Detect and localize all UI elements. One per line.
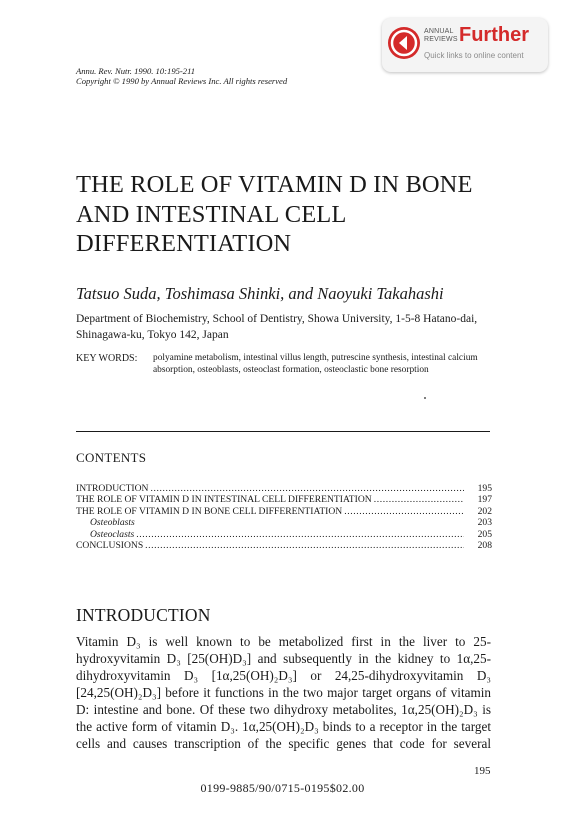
toc-leader — [344, 506, 464, 517]
toc-entry-label: Osteoclasts — [90, 528, 135, 540]
toc-entry[interactable] — [76, 540, 492, 551]
paragraph-line: Vitamin D₃ is well known to be metabolized first in the liver to 25- — [76, 634, 491, 649]
toc-leader — [145, 540, 464, 551]
paragraph-line: [24,25(OH)₂D₃] before it functions in the two major target organs of vitamin — [76, 685, 491, 700]
stray-mark — [424, 397, 426, 399]
paragraph-line: D: intestine and bone. Of these two dihydroxy metabolites, 1α,25(OH)₂D₃ is — [76, 702, 491, 717]
citation-journal: Annu. Rev. Nutr. 1990. 10:195-211 — [76, 66, 196, 76]
paragraph-line: dihydroxyvitamin D₃ [1α,25(OH)₂D₃] or 24,25-dihydroxyvitamin D₃ — [76, 668, 491, 683]
introduction-paragraph — [76, 633, 491, 752]
citation-copyright: Copyright © 1990 by Annual Reviews Inc. All rights reserved — [76, 76, 288, 86]
paragraph-line: hydroxyvitamin D₃ [25(OH)D₃] and subsequently in the kidney to 1α,25- — [76, 651, 491, 666]
paragraph-line: cells and causes transcription of the specific genes that code for several — [76, 736, 491, 751]
table-of-contents — [76, 483, 492, 551]
introduction-heading: INTRODUCTION — [76, 605, 211, 625]
toc-subentry[interactable] — [76, 529, 492, 540]
toc-entry-page: 195 — [477, 483, 492, 494]
toc-leader — [136, 529, 464, 540]
toc-entry-page: 205 — [477, 528, 492, 540]
paragraph-line: the active form of vitamin D₃. 1α,25(OH)₂D₃ binds to a receptor in the target — [76, 719, 491, 734]
toc-entry-label: THE ROLE OF VITAMIN D IN BONE CELL DIFFERENTIATION — [76, 505, 343, 517]
article-title: THE ROLE OF VITAMIN D IN BONE AND INTESTINAL CELL DIFFERENTIATION — [76, 171, 473, 257]
toc-entry-label: Osteoblasts — [90, 517, 135, 529]
toc-entry-page: 203 — [477, 517, 492, 529]
toc-entry-label: THE ROLE OF VITAMIN D IN INTESTINAL CELL DIFFERENTIATION — [76, 494, 372, 506]
article-code: 0199-9885/90/0715-0195$02.00 — [200, 781, 365, 795]
back-arrow-icon — [388, 27, 420, 59]
author-affiliation: Department of Biochemistry, School of Dentistry, Showa University, 1-5-8 Hatano-dai, Shinagawa-ku, Tokyo 142, Japan — [76, 313, 478, 341]
badge-further: Further — [459, 24, 529, 46]
toc-leader — [150, 483, 464, 494]
section-divider — [76, 431, 490, 432]
toc-entry-page: 202 — [477, 505, 492, 517]
badge-quick-links: Quick links to online content — [424, 51, 524, 60]
keywords-label: KEY WORDS: — [76, 353, 138, 364]
toc-entry[interactable] — [76, 483, 492, 494]
keywords-list: polyamine metabolism, intestinal villus length, putrescine synthesis, intestinal calcium absorption, osteoblasts, osteoclast formation, osteoclastic bone resorption — [153, 353, 478, 375]
badge-publisher: ANNUAL REVIEWS — [424, 28, 458, 43]
toc-entry-label: INTRODUCTION — [76, 483, 149, 494]
toc-leader — [374, 494, 464, 505]
contents-heading: CONTENTS — [76, 450, 147, 465]
toc-entry-page: 208 — [477, 539, 492, 551]
toc-entry[interactable] — [76, 506, 492, 517]
toc-subentry[interactable] — [76, 517, 492, 528]
toc-entry-page: 197 — [477, 494, 492, 506]
toc-entry-label: CONCLUSIONS — [76, 539, 144, 551]
article-authors: Tatsuo Suda, Toshimasa Shinki, and Naoyuki Takahashi — [76, 284, 444, 303]
page-number: 195 — [474, 765, 491, 777]
annual-reviews-further-link[interactable] — [382, 18, 548, 72]
toc-entry[interactable] — [76, 494, 492, 505]
journal-citation — [76, 66, 287, 86]
